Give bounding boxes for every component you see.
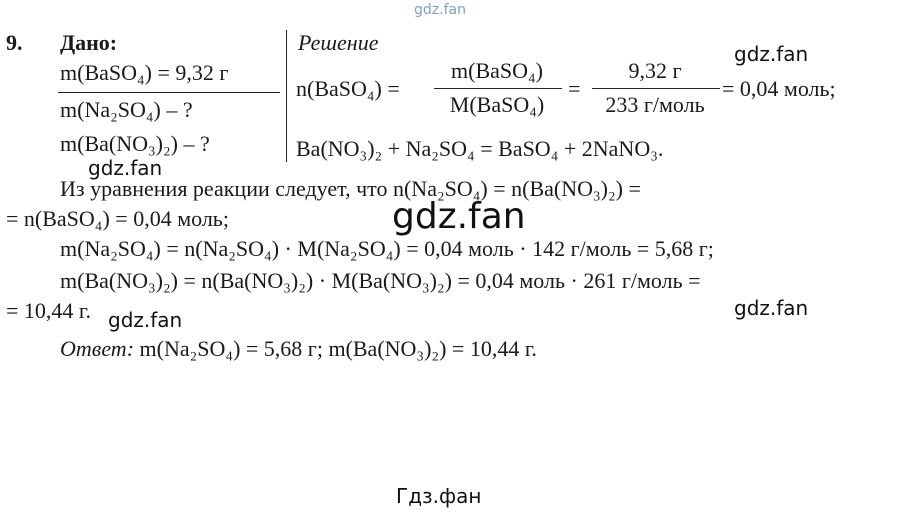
given-divider [58, 92, 280, 93]
answer-label: Ответ: [60, 336, 135, 361]
top-watermark: gdz.fan [414, 2, 466, 18]
footer-label: Гдз.фан [396, 484, 482, 508]
body-line-4: m(Ba(NO₃)₂) = n(Ba(NO₃)₂) · M(Ba(NO₃)₂) = 0,04 моль · 261 г/моль = [60, 268, 701, 293]
given-line-3: m(Ba(NO₃)₂) – ? [60, 131, 210, 156]
body-line-5: = 10,44 г. [6, 298, 91, 323]
given-heading: Дано: [60, 30, 118, 55]
watermark-right-top: gdz.fan [734, 42, 809, 66]
fraction-1-numerator: m(BaSO₄) [451, 58, 543, 83]
problem-number: 9. [6, 30, 23, 55]
body-line-1: Из уравнения реакции следует, что n(Na₂SO₄) = n(Ba(NO₃)₂) = [60, 176, 641, 201]
given-solution-separator [286, 30, 287, 162]
solution-equals: = [568, 76, 581, 101]
given-line-1: m(BaSO₄) = 9,32 г [60, 60, 229, 85]
answer-line [60, 336, 537, 362]
watermark-right-bottom: gdz.fan [734, 296, 809, 320]
fraction-1-bar [434, 88, 562, 89]
reaction-equation: Ba(NO₃)₂ + Na₂SO₄ = BaSO₄ + 2NaNO₃. [296, 136, 664, 161]
fraction-1-denominator: M(BaSO₄) [449, 92, 545, 117]
body-line-3: m(Na₂SO₄) = n(Na₂SO₄) · M(Na₂SO₄) = 0,04 моль · 142 г/моль = 5,68 г; [60, 236, 714, 261]
solution-result: = 0,04 моль; [722, 76, 836, 101]
watermark-left-bottom: gdz.fan [108, 308, 183, 332]
body-line-2: = n(BaSO₄) = 0,04 моль; [6, 206, 229, 231]
solution-lhs: n(BaSO₄) = [296, 76, 400, 101]
solution-heading: Решение [298, 30, 379, 55]
fraction-2-denominator: 233 г/моль [605, 92, 705, 117]
fraction-2-numerator: 9,32 г [628, 58, 682, 83]
given-line-2: m(Na₂SO₄) – ? [60, 97, 193, 122]
fraction-2-bar [592, 88, 720, 89]
watermark-left-mid: gdz.fan [88, 156, 163, 180]
answer-text: m(Na₂SO₄) = 5,68 г; m(Ba(NO₃)₂) = 10,44 г. [139, 336, 537, 361]
watermark-center: gdz.fan [392, 196, 526, 237]
